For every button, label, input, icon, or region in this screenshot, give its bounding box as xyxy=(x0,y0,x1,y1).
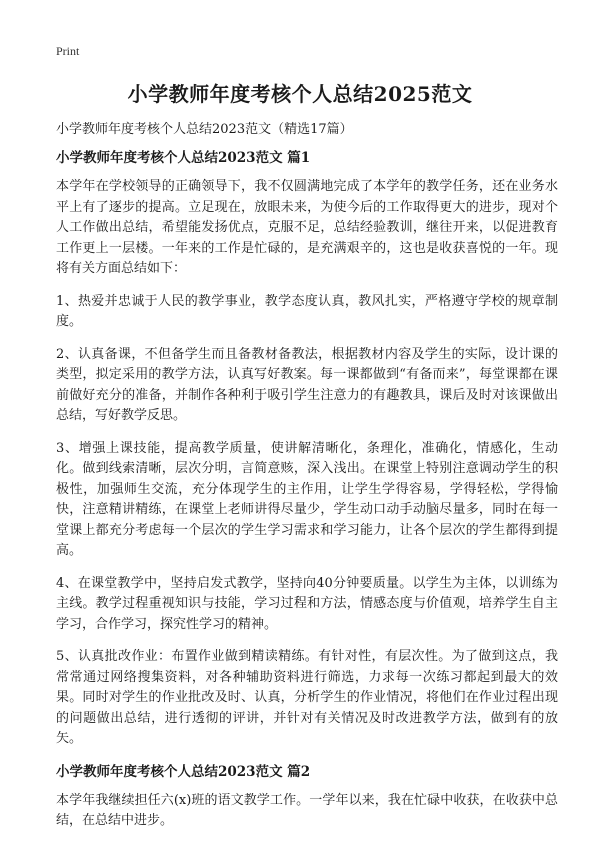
document-subtitle: 小学教师年度考核个人总结2023范文（精选17篇） xyxy=(56,122,353,137)
section-heading: 小学教师年度考核个人总结2023范文 篇2 xyxy=(56,763,311,780)
paragraph: 3、增强上课技能，提高教学质量，使讲解清晰化，条理化，准确化，情感化，生动化。做到线索清晰，层次分明，言简意赅，深入浅出。在课堂上特别注意调动学生的积极性，加强师生交流，充分体现学生的主作用，让学生学得容易，学得轻松，学得愉快，注意精讲精练，在课堂上老师讲得尽量少，学生动口动手动脑尽量多，同时在每一堂课上都充分考虑每一个层次的学生学习需求和学习能力，让各个层次的学生都得到提高。 xyxy=(56,440,558,558)
print-link[interactable]: Print xyxy=(56,44,80,58)
page-title: 小学教师年度考核个人总结2025范文 xyxy=(127,82,473,106)
paragraph: 本学年我继续担任六(x)班的语文教学工作。一学年以来，我在忙碌中收获，在收获中总结，在总结中进步。 xyxy=(56,792,558,828)
paragraph: 1、热爱并忠诚于人民的教学事业，教学态度认真，教风扎实，严格遵守学校的规章制度。 xyxy=(56,293,558,329)
section-2 xyxy=(56,762,558,832)
document-body xyxy=(56,148,558,844)
paragraph: 4、在课堂教学中，坚持启发式教学，坚持向40分钟要质量。以学生为主体，以训练为主线。教学过程重视知识与技能，学习过程和方法，情感态度与价值观，培养学生自主学习，合作学习，探究性学习的精神。 xyxy=(56,575,558,632)
paragraph: 本学年在学校领导的正确领导下，我不仅圆满地完成了本学年的教学任务，还在业务水平上有了逐步的提高。立足现在，放眼未来，为使今后的工作取得更大的进步，现对个人工作做出总结，希望能发扬优点，克服不足，总结经验教训，继往开来，以促进教育工作更上一层楼。一年来的工作是忙碌的，是充满艰辛的，这也是收获喜悦的一年。现将有关方面总结如下： xyxy=(56,179,558,276)
section-1 xyxy=(56,148,558,750)
paragraph: 5、认真批改作业：布置作业做到精读精练。有针对性，有层次性。为了做到这点，我常常通过网络搜集资料，对各种辅助资料进行筛选，力求每一次练习都起到最大的效果。同时对学生的作业批改及时、认真，分析学生的作业情况，将他们在作业过程出现的问题做出总结，进行透彻的评讲，并针对有关情况及时改进教学方法，做到有的放矢。 xyxy=(56,649,558,746)
paragraph: 2、认真备课，不但备学生而且备教材备教法，根据教材内容及学生的实际，设计课的类型，拟定采用的教学方法，认真写好教案。每一课都做到“有备而来”，每堂课都在课前做好充分的准备，并制作各种利于吸引学生注意力的有趣教具，课后及时对该课做出总结，写好教学反思。 xyxy=(56,346,558,423)
section-heading: 小学教师年度考核个人总结2023范文 篇1 xyxy=(56,150,311,166)
